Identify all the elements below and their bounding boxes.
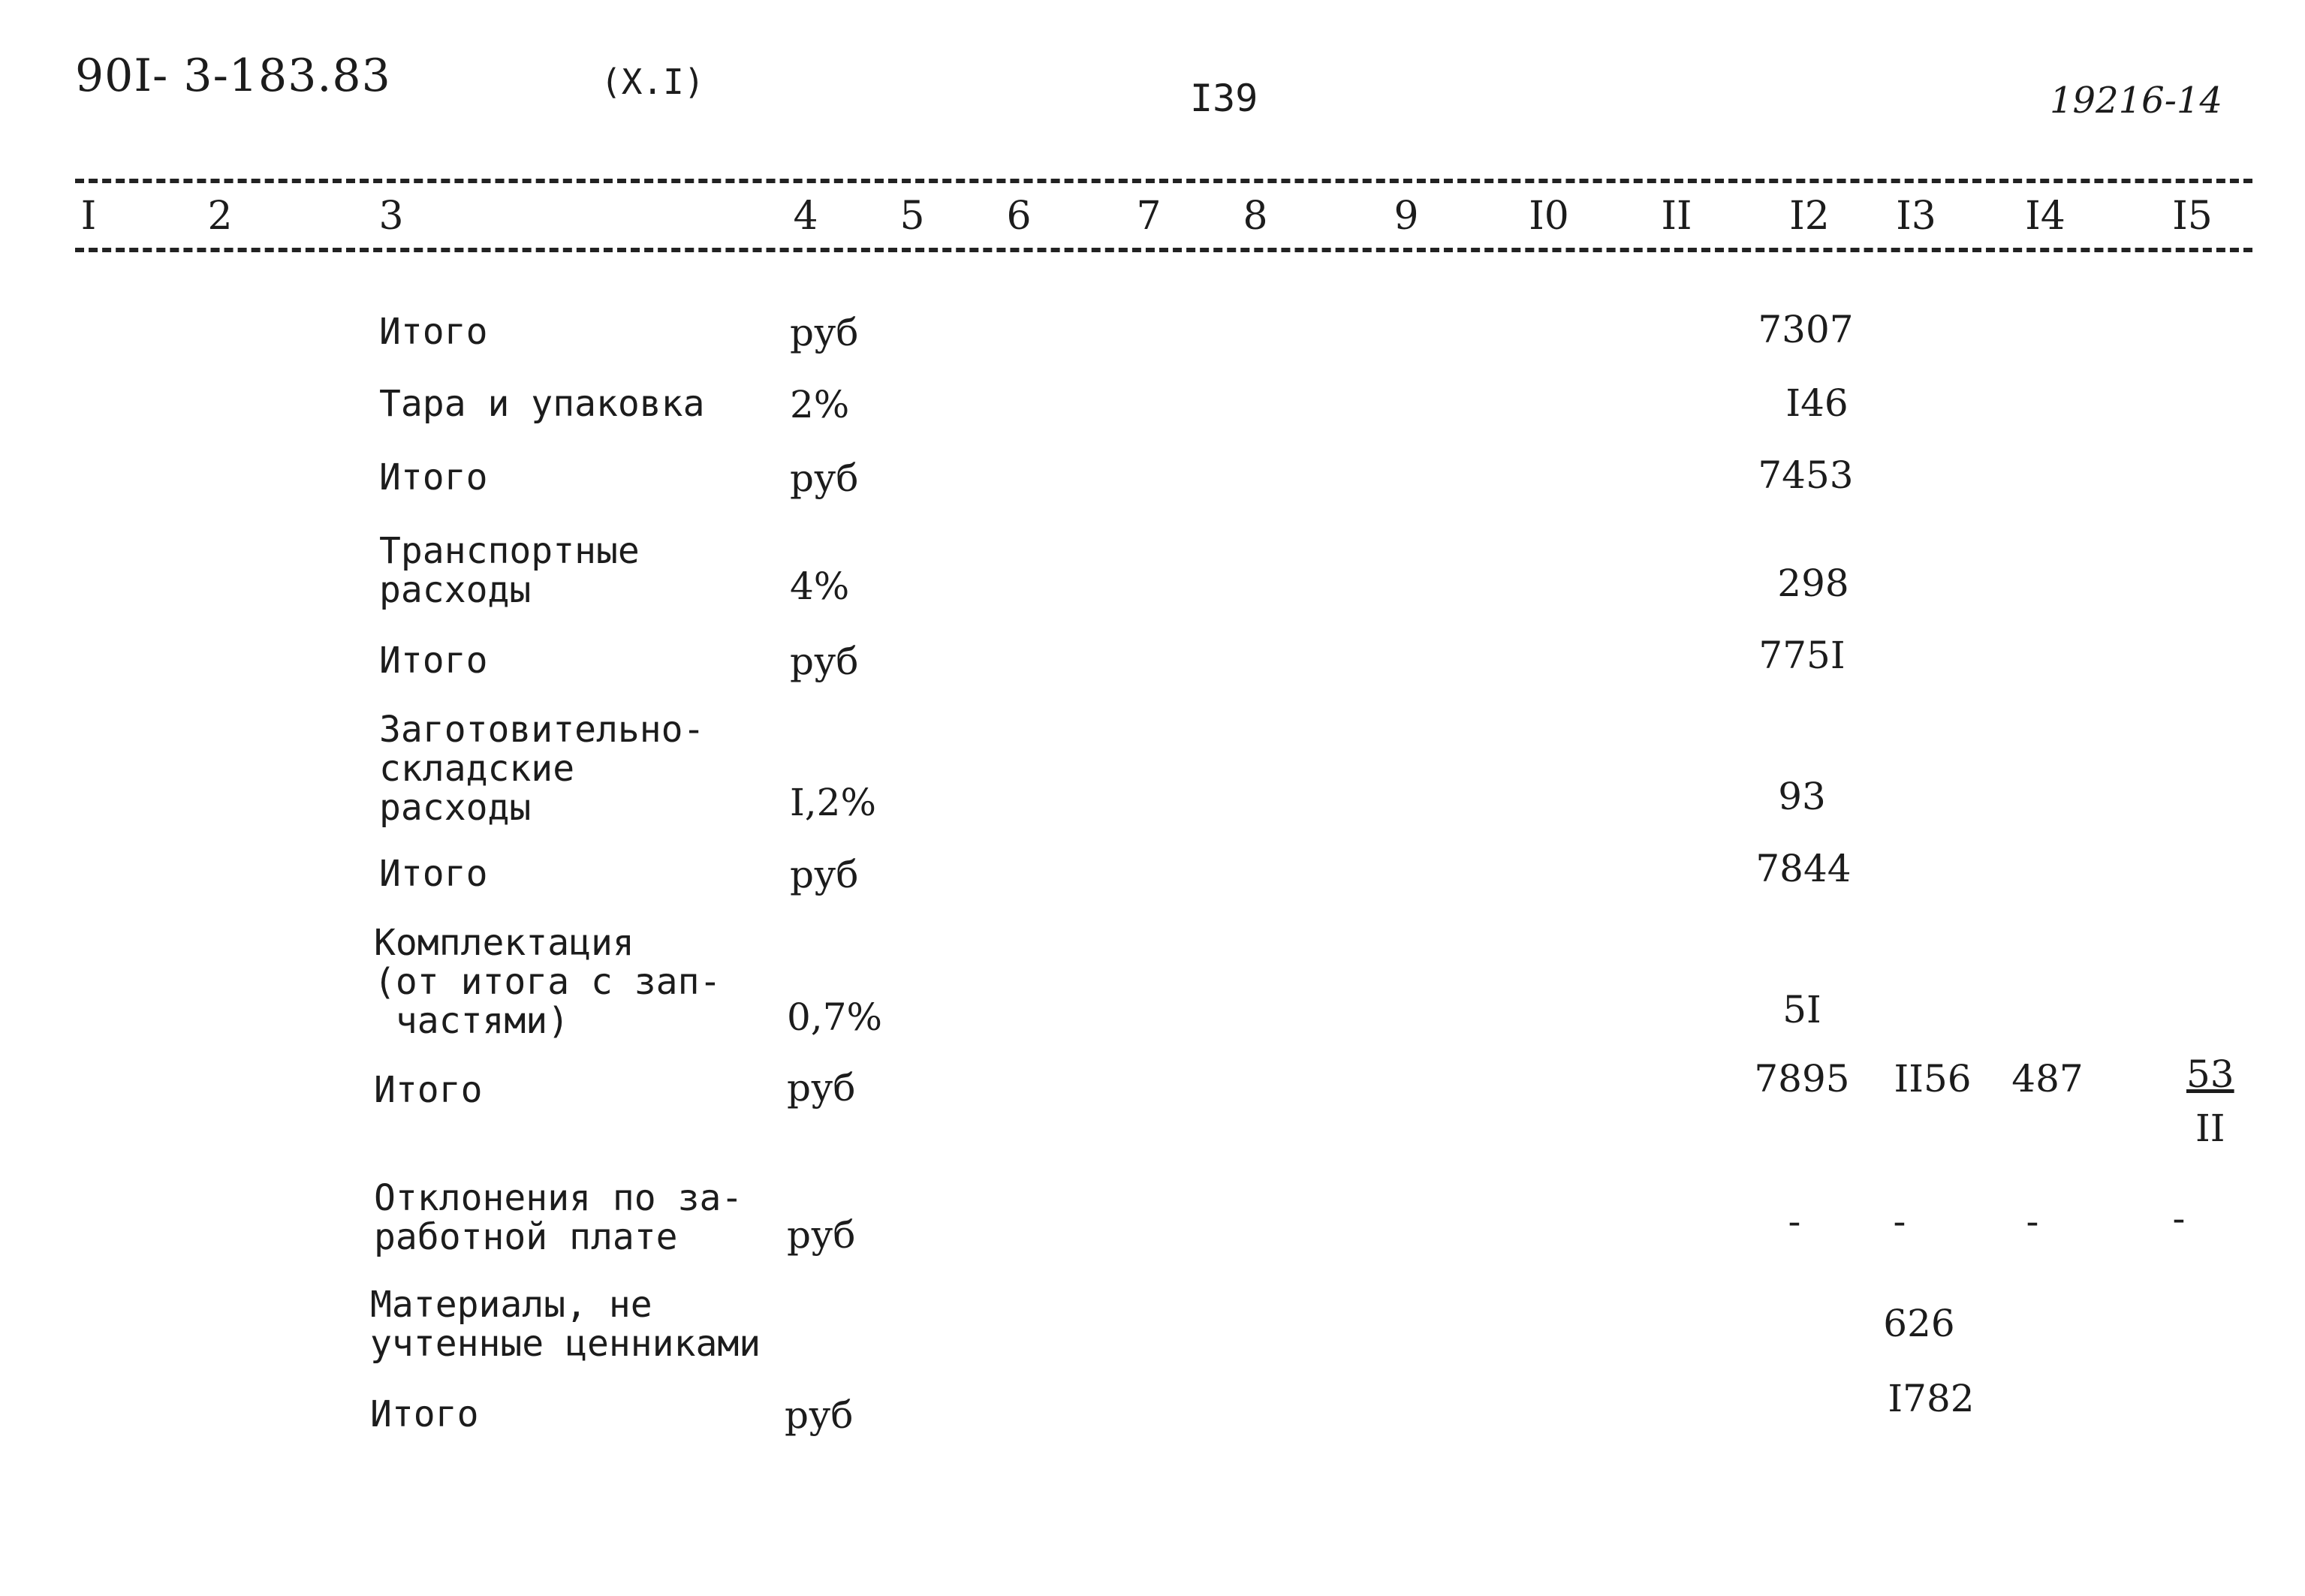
column-header-13: I3 <box>1896 194 1936 239</box>
header-rule-bottom <box>75 248 2252 252</box>
column-header-9: 9 <box>1394 194 1419 239</box>
row-label: Комплектация (от итога с зап- частями) <box>374 922 722 1042</box>
row-label: Материалы, не учтенные ценниками <box>370 1284 761 1365</box>
column-header-7: 7 <box>1136 194 1162 239</box>
column-header-15: I5 <box>2172 194 2213 239</box>
col12-value: 93 <box>1778 775 1826 818</box>
row-unit: руб <box>790 456 859 500</box>
row-label: Тара и упаковка <box>379 383 705 425</box>
col12-value: 5I <box>1782 988 1821 1031</box>
col14-value: - <box>2026 1200 2039 1243</box>
row-label: Транспортные расходы <box>379 530 640 611</box>
row-unit: руб <box>790 311 859 354</box>
row-label: Итого <box>370 1393 479 1435</box>
col13-value: II56 <box>1894 1057 1972 1101</box>
row-unit: руб <box>790 640 859 683</box>
row-label: Заготовительно- складские расходы <box>379 709 705 829</box>
row-label: Итого <box>379 311 488 353</box>
col15-fraction <box>2186 1047 2234 1155</box>
col14-value: 487 <box>2011 1057 2084 1101</box>
row-label: Итого <box>379 853 488 895</box>
document-part: (X.I) <box>601 62 705 102</box>
column-header-11: II <box>1661 194 1692 239</box>
page-number: I39 <box>1190 77 1258 120</box>
col12-value: 7895 <box>1754 1057 1850 1101</box>
row-label: Итого <box>379 456 488 498</box>
column-header-14: I4 <box>2025 194 2065 239</box>
column-header-6: 6 <box>1006 194 1032 239</box>
col13-value: I782 <box>1888 1377 1975 1420</box>
row-unit: руб <box>785 1393 854 1437</box>
row-label: Итого <box>379 640 488 682</box>
row-unit: руб <box>787 1066 856 1110</box>
col12-value: I46 <box>1785 381 1849 425</box>
col13-value: - <box>1893 1200 1906 1243</box>
col15-denominator: II <box>2195 1107 2225 1150</box>
column-header-10: I0 <box>1529 194 1569 239</box>
row-unit: 2% <box>790 383 850 426</box>
row-unit: руб <box>790 853 859 896</box>
row-unit: 0,7% <box>787 995 883 1039</box>
row-label: Отклонения по за- работной плате <box>374 1177 743 1258</box>
col12-value: 298 <box>1777 562 1849 605</box>
col12-value: 7307 <box>1758 308 1854 351</box>
inventory-number: 19216-14 <box>2050 80 2222 122</box>
column-header-8: 8 <box>1243 194 1268 239</box>
col15-value: - <box>2172 1197 2186 1240</box>
row-unit: 4% <box>790 565 850 608</box>
col13-value: 626 <box>1883 1302 1955 1345</box>
column-header-2: 2 <box>207 194 233 239</box>
column-header-1: I <box>80 194 97 239</box>
row-unit: руб <box>787 1213 856 1257</box>
column-header-3: 3 <box>378 194 404 239</box>
column-header-4: 4 <box>793 194 818 239</box>
col15-numerator: 53 <box>2186 1052 2234 1096</box>
row-label: Итого <box>374 1069 483 1111</box>
col12-value: 7844 <box>1755 847 1852 890</box>
document-code: 90I- 3-183.83 <box>75 50 391 102</box>
column-header-12: I2 <box>1789 194 1830 239</box>
col12-value: - <box>1788 1200 1801 1243</box>
col12-value: 775I <box>1758 634 1846 677</box>
row-unit: I,2% <box>790 781 876 824</box>
column-header-5: 5 <box>899 194 925 239</box>
header-rule-top <box>75 179 2252 183</box>
col12-value: 7453 <box>1758 453 1854 497</box>
